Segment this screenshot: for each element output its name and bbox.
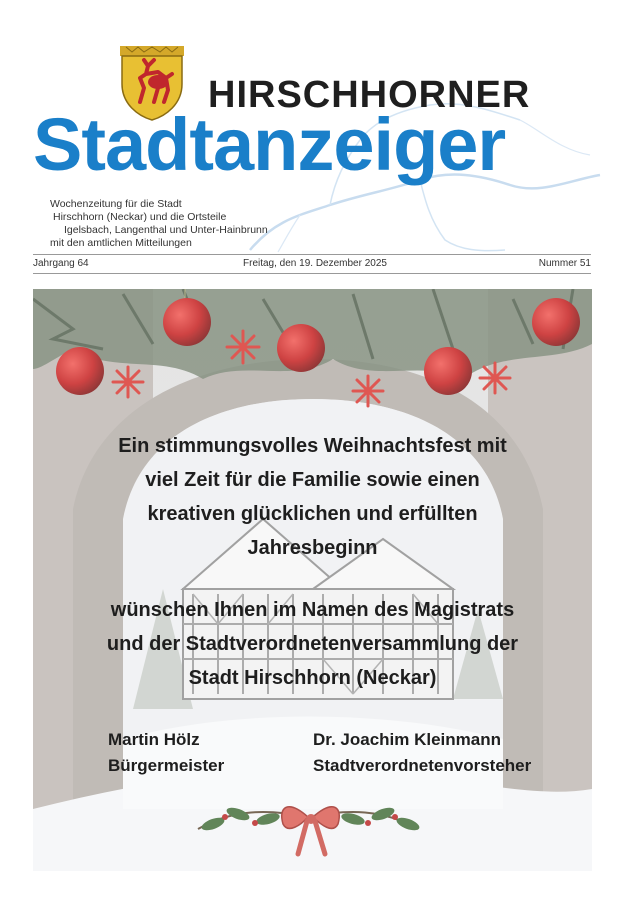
greeting-line: viel Zeit für die Familie sowie einen [145, 469, 480, 491]
greeting-line: Jahresbeginn [247, 537, 378, 559]
signer-mayor [108, 727, 224, 779]
masthead-title-main: Stadtanzeiger [33, 103, 506, 186]
signer-council-chair [313, 727, 531, 779]
signer-role: Bürgermeister [108, 756, 225, 775]
masthead [0, 0, 625, 255]
greeting-line: Stadt Hirschhorn (Neckar) [188, 667, 437, 689]
issue-info-bar [33, 254, 591, 274]
subtitle-line: Hirschhorn (Neckar) und die Ortsteile [53, 211, 227, 223]
greeting-line: kreativen glücklichen und erfüllten [147, 503, 478, 525]
greeting-paragraph-1 [33, 429, 592, 565]
issue-date: Freitag, den 19. Dezember 2025 [243, 258, 387, 269]
subtitle-line: Igelsbach, Langenthal und Unter-Hainbrunn [64, 224, 268, 236]
christmas-greeting-card [33, 289, 592, 871]
greeting-paragraph-2 [33, 593, 592, 695]
greeting-line: wünschen Ihnen im Namen des Magistrats [110, 599, 515, 621]
greeting-text [33, 429, 592, 695]
signer-name: Martin Hölz [108, 730, 200, 749]
volume-label: Jahrgang 64 [33, 258, 89, 269]
signer-name: Dr. Joachim Kleinmann [313, 730, 501, 749]
signer-role: Stadtverordnetenvorsteher [313, 756, 532, 775]
issue-number: Nummer 51 [538, 258, 591, 269]
subtitle-line: mit den amtlichen Mitteilungen [50, 237, 192, 249]
subtitle-line: Wochenzeitung für die Stadt [50, 198, 182, 210]
greeting-line: Ein stimmungsvolles Weihnachtsfest mit [118, 435, 507, 457]
greeting-line: und der Stadtverordnetenversammlung der [106, 633, 519, 655]
masthead-title-top: HIRSCHHORNER [208, 74, 531, 116]
masthead-subtitle [50, 198, 268, 250]
